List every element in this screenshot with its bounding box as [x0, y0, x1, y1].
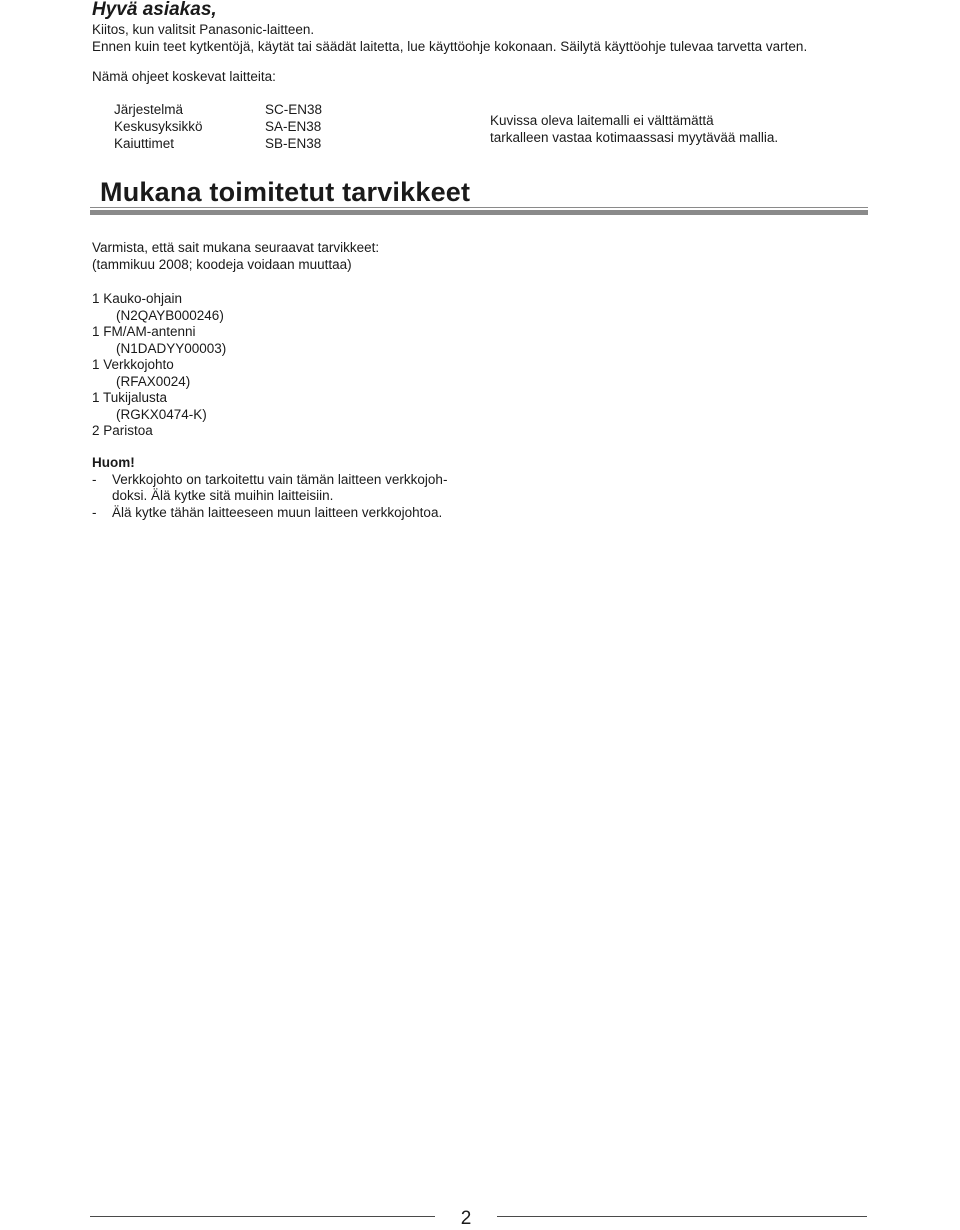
accessory-name: 1 Kauko-ohjain — [92, 291, 183, 306]
accessory-list — [92, 291, 226, 440]
page-number: 2 — [460, 1208, 472, 1229]
accessory-code: (N1DADYY00003) — [116, 340, 227, 356]
model-disclaimer-line: tarkalleen vastaa kotimaassasi myytävää mallia. — [490, 130, 779, 145]
accessory-name: 1 Verkkojohto — [92, 357, 174, 372]
system-model: SA-EN38 — [265, 119, 322, 134]
model-disclaimer-line: Kuvissa oleva laitemalli ei välttämättä — [490, 113, 714, 128]
system-label: Kaiuttimet — [114, 136, 175, 151]
system-models — [265, 101, 322, 152]
section-title: Mukana toimitetut tarvikkeet — [100, 177, 471, 207]
note-title: Huom! — [92, 455, 135, 470]
system-model: SB-EN38 — [265, 136, 322, 151]
note-item-continued — [92, 488, 447, 505]
accessory-code: (RFAX0024) — [116, 373, 191, 389]
note-item-text: Verkkojohto on tarkoitettu vain tämän laitteen verkkojoh- — [112, 471, 448, 487]
system-labels — [114, 101, 203, 152]
applies-to-text: Nämä ohjeet koskevat laitteita: — [92, 69, 276, 84]
verify-line: (tammikuu 2008; koodeja voidaan muuttaa) — [92, 256, 352, 272]
accessory-name: 1 FM/AM-antenni — [92, 324, 196, 339]
note-dash: - — [92, 504, 97, 520]
note-block — [92, 455, 447, 521]
note-item — [92, 472, 447, 489]
system-model: SC-EN38 — [265, 102, 323, 117]
note-item-text: doksi. Älä kytke sitä muihin laitteisiin. — [112, 488, 334, 503]
verify-text — [92, 240, 379, 273]
section-rule-thin — [90, 207, 868, 208]
footer-rule-right — [497, 1216, 867, 1217]
footer-rule-left — [90, 1216, 435, 1217]
accessory-code: (N2QAYB000246) — [116, 307, 224, 323]
note-item-text: Älä kytke tähän laitteeseen muun laitteen verkkojohtoa. — [112, 504, 443, 520]
note-indent — [92, 488, 112, 505]
system-label: Keskusyksikkö — [114, 119, 203, 134]
intro-thanks: Kiitos, kun valitsit Panasonic-laitteen. — [92, 22, 315, 37]
greeting-heading: Hyvä asiakas, — [92, 0, 217, 20]
note-dash: - — [92, 471, 97, 487]
section-rule-thick — [90, 210, 868, 215]
model-disclaimer — [490, 112, 778, 146]
verify-line: Varmista, että sait mukana seuraavat tarvikkeet: — [92, 240, 380, 255]
intro-instructions: Ennen kuin teet kytkentöjä, käytät tai säädät laitetta, lue käyttöohje kokonaan. Säilytä käyttöohje tulevaa tarvetta varten. — [92, 39, 808, 54]
accessory-code: (RGKX0474-K) — [116, 406, 207, 422]
accessory-name: 1 Tukijalusta — [92, 390, 168, 405]
accessory-name: 2 Paristoa — [92, 423, 153, 438]
note-item — [92, 505, 447, 522]
system-label: Järjestelmä — [114, 102, 184, 117]
